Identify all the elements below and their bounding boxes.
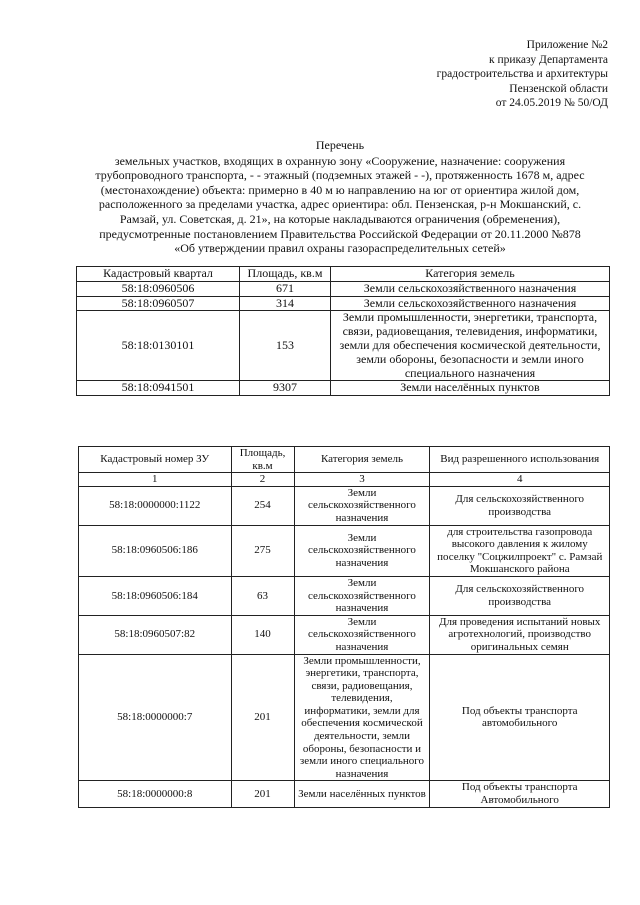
column-header: Площадь, кв.м (231, 447, 294, 473)
appendix-line-1: Приложение №2 (526, 39, 608, 51)
table-cell: 58:18:0130101 (77, 311, 240, 381)
title-heading: Перечень (315, 138, 365, 152)
table-row (79, 486, 610, 525)
table-cell: Для сельскохозяйственного производства (430, 486, 610, 525)
table-row (79, 525, 610, 576)
column-number: 2 (231, 473, 294, 487)
table-cell: 254 (231, 486, 294, 525)
table-cell: 58:18:0960507:82 (79, 615, 232, 654)
table-cell: 58:18:0960506:186 (79, 525, 232, 576)
table-cell: Земли населённых пунктов (294, 781, 430, 807)
appendix-line-2: к приказу Департамента (489, 53, 608, 66)
column-header: Кадастровый квартал (77, 267, 240, 282)
column-header: Кадастровый номер ЗУ (79, 447, 232, 473)
table-cell: Для проведения испытаний новых агротехнологий, производство оригинальных семян (430, 615, 610, 654)
table-cell: 58:18:0000000:8 (79, 781, 232, 807)
table-cell: Земли промышленности, энергетики, транспорта, связи, радиовещания, телевидения, информатики, земли для обеспечения космической деятельности, земли обороны, безопасности и земли иного специального назначения (294, 654, 430, 781)
table-row (77, 281, 610, 296)
table-row (77, 311, 610, 381)
appendix-line-4: Пензенской области (509, 82, 608, 95)
table-cell: Земли сельскохозяйственного назначения (331, 296, 610, 311)
table-cell: 314 (240, 296, 331, 311)
table-row (79, 654, 610, 781)
table-cell: 58:18:0000000:1122 (79, 486, 232, 525)
table-cell: 201 (231, 781, 294, 807)
column-header: Площадь, кв.м (240, 267, 331, 282)
column-header: Категория земель (294, 447, 430, 473)
appendix-line-3: градостроительства и архитектуры (436, 68, 608, 81)
table-row (79, 781, 610, 807)
cadastral-quarters-table (76, 266, 610, 396)
table-row (77, 296, 610, 311)
table-cell: 63 (231, 576, 294, 615)
table-cell: Под объекты транспорта Автомобильного (430, 781, 610, 807)
table-cell: Под объекты транспорта автомобильного (430, 654, 610, 781)
land-plots-table (78, 446, 610, 808)
column-number: 3 (294, 473, 430, 487)
table-cell: 153 (240, 311, 331, 381)
column-number-row (79, 473, 610, 487)
column-header: Вид разрешенного использования (430, 447, 610, 473)
table-cell: Земли сельскохозяйственного назначения (294, 576, 430, 615)
table-cell: 140 (231, 615, 294, 654)
table-cell: Для сельскохозяйственного производства (430, 576, 610, 615)
table-cell: Земли населённых пунктов (331, 381, 610, 396)
table-cell: 58:18:0960507 (77, 296, 240, 311)
table-header-row (77, 267, 610, 282)
column-number: 1 (79, 473, 232, 487)
table-cell: 671 (240, 281, 331, 296)
table-cell: Земли сельскохозяйственного назначения (294, 486, 430, 525)
table-row (79, 615, 610, 654)
table-cell: Земли сельскохозяйственного назначения (294, 525, 430, 576)
table-cell: Земли сельскохозяйственного назначения (331, 281, 610, 296)
title-body: земельных участков, входящих в охранную зону «Сооружение, назначение: сооружения трубопроводного транспорта, - - этажный (подземных этажей - -), протяженность 1678 м, адрес (местонахождение) объекта: примерно в 40 м ю направлению на юг от ориентира жилой дом, расположенного за пределами участка, адрес ориентира: обл. Пензенская, р-н Мокшанский, с. Рамзай, ул. Советская, д. 21», на которые накладываются ограничения (обременения), предусмотренные постановлением Правительства Российской Федерации от 20.11.2000 №878 «Об утверждении правил охраны газораспределительных сетей» (95, 153, 585, 256)
table-cell: 9307 (240, 381, 331, 396)
table-cell: 58:18:0000000:7 (79, 654, 232, 781)
table-cell: 201 (231, 654, 294, 781)
column-header: Категория земель (331, 267, 610, 282)
table-cell: для строительства газопровода высокого давления к жилому поселку "Соцжилпроект" с. Рамзай Мокшанского района (430, 525, 610, 576)
table-row (77, 381, 610, 396)
table-cell: 58:18:0960506:184 (79, 576, 232, 615)
table-cell: 275 (231, 525, 294, 576)
appendix-header (348, 38, 608, 111)
table-row (79, 576, 610, 615)
table-header-row (79, 447, 610, 473)
table-cell: Земли сельскохозяйственного назначения (294, 615, 430, 654)
appendix-line-5: от 24.05.2019 № 50/ОД (495, 97, 608, 110)
table-cell: 58:18:0941501 (77, 381, 240, 396)
table-cell: Земли промышленности, энергетики, транспорта, связи, радиовещания, телевидения, информатики, земли для обеспечения космической деятельности, земли обороны, безопасности и земли иного специального назначения (331, 311, 610, 381)
column-number: 4 (430, 473, 610, 487)
table-cell: 58:18:0960506 (77, 281, 240, 296)
document-title (92, 138, 588, 256)
